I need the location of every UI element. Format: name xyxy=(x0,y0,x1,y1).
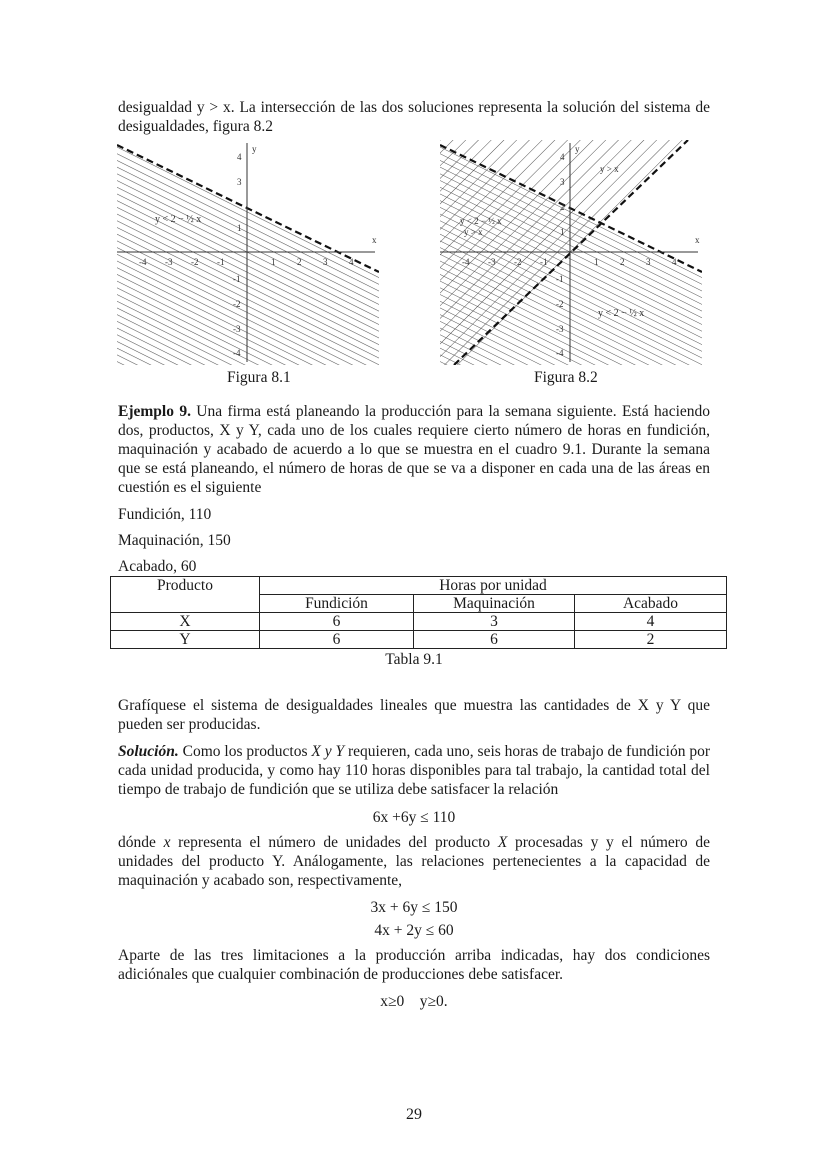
page-number: 29 xyxy=(406,1106,422,1123)
svg-text:1: 1 xyxy=(237,223,242,233)
header-group: Horas por unidad xyxy=(260,577,727,595)
region-label-top: y > x xyxy=(600,164,619,174)
figure-caption: Figura 8.2 xyxy=(534,369,598,386)
conditions-paragraph: Aparte de las tres limitaciones a la producción arriba indicadas, hay dos condiciones adiciónales que cualquier combinación de producciones debe satisfacer. xyxy=(118,947,710,983)
header-col: Maquinación xyxy=(414,595,575,613)
graph-8-1 xyxy=(117,140,379,365)
solution-paragraph: Solución. Como los productos X y Y requieren, cada uno, seis horas de trabajo de fundición por cada unidad producida, y como hay 110 horas disponibles para tal trabajo, la cantidad total del tiempo de trabajo de fundición que se utiliza debe satisfacer la relación xyxy=(118,743,710,798)
svg-text:4: 4 xyxy=(349,257,354,267)
svg-text:-1: -1 xyxy=(556,274,564,284)
availability-list xyxy=(118,505,710,576)
svg-text:4: 4 xyxy=(237,152,242,162)
equation-fundicion: 6x +6y ≤ 110 xyxy=(372,809,456,826)
axis-x-label: x xyxy=(372,235,377,245)
svg-text:-3: -3 xyxy=(556,324,564,334)
axis-y-label: y xyxy=(575,144,580,154)
svg-text:1: 1 xyxy=(271,257,276,267)
svg-text:3: 3 xyxy=(646,257,651,267)
figures-row xyxy=(118,140,710,390)
svg-text:1: 1 xyxy=(594,257,599,267)
svg-text:2: 2 xyxy=(620,257,625,267)
svg-text:-1: -1 xyxy=(540,257,548,267)
example-paragraph: Ejemplo 9. Una firma está planeando la producción para la semana siguiente. Está haciendo dos, productos, X y Y, cada uno de los cuales requiere cierto número de horas en fundición, maquinación y acabado de acuerdo a lo que se muestra en el cuadro 9.1. Durante la semana que se está planeando, el número de horas de que se va a disponer en cada una de las áreas en cuestión es el siguiente xyxy=(118,403,711,496)
svg-text:-3: -3 xyxy=(165,257,173,267)
svg-text:3: 3 xyxy=(560,177,565,187)
svg-text:-4: -4 xyxy=(139,257,147,267)
svg-text:-4: -4 xyxy=(556,348,564,358)
figure-caption: Figura 8.1 xyxy=(227,369,291,386)
equation-maquinacion: 3x + 6y ≤ 150 xyxy=(370,899,458,916)
svg-text:2: 2 xyxy=(297,257,302,267)
example-title: Ejemplo 9. xyxy=(118,403,191,420)
svg-text:-1: -1 xyxy=(233,274,241,284)
svg-text:-2: -2 xyxy=(556,299,564,309)
availability-item: Fundición, 110 xyxy=(118,506,212,523)
region-label-bottom: y < 2 − ½ x xyxy=(598,308,645,319)
svg-text:-4: -4 xyxy=(462,257,470,267)
svg-text:-2: -2 xyxy=(191,257,199,267)
svg-text:-4: -4 xyxy=(233,348,241,358)
equation-acabado: 4x + 2y ≤ 60 xyxy=(374,922,454,939)
graph-8-2 xyxy=(440,140,702,365)
figure-8-2 xyxy=(440,140,702,386)
svg-text:-2: -2 xyxy=(233,299,241,309)
availability-item: Acabado, 60 xyxy=(118,558,197,575)
table-row: X 6 3 4 xyxy=(111,613,727,631)
equation-nonnegativity: x≥0 y≥0. xyxy=(380,993,448,1010)
svg-text:3: 3 xyxy=(237,177,242,187)
region-label-left-1: y < 2 − ½ x xyxy=(460,216,502,226)
header-col: Fundición xyxy=(260,595,414,613)
figure-8-1 xyxy=(117,140,379,386)
svg-text:4: 4 xyxy=(672,257,677,267)
svg-text:-3: -3 xyxy=(233,324,241,334)
svg-text:2: 2 xyxy=(560,202,565,212)
intro-paragraph: desigualdad y > x. La intersección de las dos soluciones representa la solución del sistema de desigualdades, figura 8.2 xyxy=(118,99,710,135)
availability-item: Maquinación, 150 xyxy=(118,532,231,549)
hours-table xyxy=(110,576,727,649)
axis-y-label: y xyxy=(252,144,257,154)
header-col: Acabado xyxy=(575,595,727,613)
svg-text:3: 3 xyxy=(323,257,328,267)
table-caption: Tabla 9.1 xyxy=(385,651,443,668)
svg-text:4: 4 xyxy=(560,152,565,162)
svg-text:-1: -1 xyxy=(217,257,225,267)
svg-text:-3: -3 xyxy=(488,257,496,267)
axis-x-label: x xyxy=(695,235,700,245)
svg-text:-2: -2 xyxy=(514,257,522,267)
definition-paragraph: dónde x representa el número de unidades del producto X procesadas y y el número de unidades del producto Y. Análogamente, las relaciones pertenecientes a la capacidad de maquinación y acabado son, respectivamente, xyxy=(118,834,710,889)
prompt-paragraph: Grafíquese el sistema de desigualdades lineales que muestra las cantidades de X y Y que pueden ser producidas. xyxy=(118,697,710,733)
table-row: Y 6 6 2 xyxy=(111,631,727,649)
region-label: y < 2 − ½ x xyxy=(155,214,202,225)
svg-text:1: 1 xyxy=(560,227,565,237)
solution-title: Solución. xyxy=(118,743,179,760)
region-label-left-2: y > x xyxy=(464,227,483,237)
document-page xyxy=(118,98,710,1017)
header-product: Producto xyxy=(111,577,260,613)
